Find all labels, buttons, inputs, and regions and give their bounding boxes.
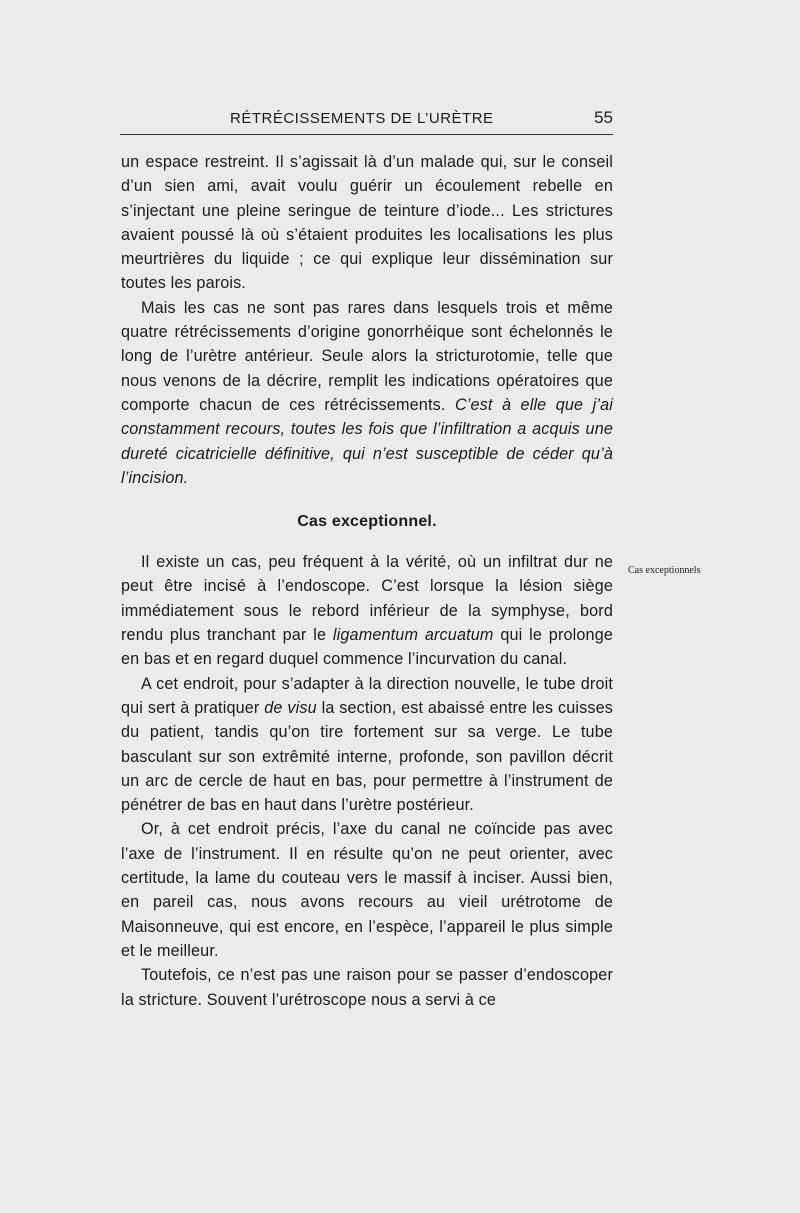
section-heading: Cas exceptionnel. [297, 513, 437, 531]
page-header [120, 108, 613, 132]
paragraph-3-text-a: Il existe un cas, peu fréquent à la vérité, où un infiltrat dur ne peut être incisé à l’endoscope. C’est lorsque la lésion siège immédiatement sous le rebord inférieur de la symphyse, bord rendu plus tranchant par le [121, 553, 613, 645]
paragraph-1: un espace restreint. Il s’agissait là d’un malade qui, sur le conseil d’un sien ami, avait voulu guérir un écoulement rebelle en s’injectant une pleine seringue de teinture d’iode... Les strictures avaient poussé là où s’étaient produites les localisations les plus meurtrières du liquide ; ce qui explique leur dissémination sur toutes les parois. [121, 153, 613, 293]
header-rule [120, 134, 613, 135]
paragraph-2 [121, 296, 613, 490]
running-title: RÉTRÉCISSEMENTS DE L’URÈTRE [230, 110, 494, 127]
paragraph-2-text: Mais les cas ne sont pas rares dans lesquels trois et même quatre rétrécissements d’origine gonorrhéique sont échelonnés le long de l’urètre antérieur. Seule alors la stricturotomie, telle que nous venons de la décrire, remplit les indications opératoires que comporte chacun de ces rétrécissements. [121, 298, 613, 414]
paragraph-2-italic: C’est à elle que j’ai constamment recours, toutes les fois que l’infiltration a acquis une dureté cicatricielle définitive, qui n’est susceptible de céder qu’à l’incision. [121, 395, 614, 487]
paragraph-3-text-b: qui le prolonge en bas et en regard duquel commence l’incurvation du canal. [121, 626, 614, 669]
paragraph-6: Toutefois, ce n’est pas une raison pour se passer d’endoscoper la stricture. Souvent l’urétroscope nous a servi à ce [121, 966, 613, 1009]
paragraph-4 [121, 672, 613, 818]
margin-note: Cas exceptionnels [628, 565, 701, 576]
paragraph-5: Or, à cet endroit précis, l’axe du canal ne coïncide pas avec l’axe de l’instrument. Il en résulte qu’on ne peut orienter, avec certitude, la lame du couteau vers le massif à inciser. Aussi bien, en pareil cas, nous avons recours au vieil urétrotome de Maisonneuve, qui est encore, en l’espèce, l’appareil le plus simple et le meilleur. [121, 820, 613, 960]
page-number: 55 [594, 108, 613, 127]
paragraph-4-text-a: A cet endroit, pour s’adapter à la direction nouvelle, le tube droit qui sert à pratiquer [121, 674, 613, 717]
paragraph-3-italic: ligamentum arcuatum [332, 626, 494, 645]
paragraph-3 [121, 550, 613, 671]
body-text [121, 150, 613, 1012]
paragraph-4-italic: de visu [264, 698, 317, 717]
paragraph-4-text-b: la section, est abaissé entre les cuisses du patient, tandis qu’on tire fortement sur sa verge. Le tube basculant sur son extrêmité interne, profonde, son pavillon décrit un arc de cercle de haut en bas, pour permettre à l’instrument de pénétrer de bas en haut dans l’urètre postérieur. [121, 698, 613, 815]
